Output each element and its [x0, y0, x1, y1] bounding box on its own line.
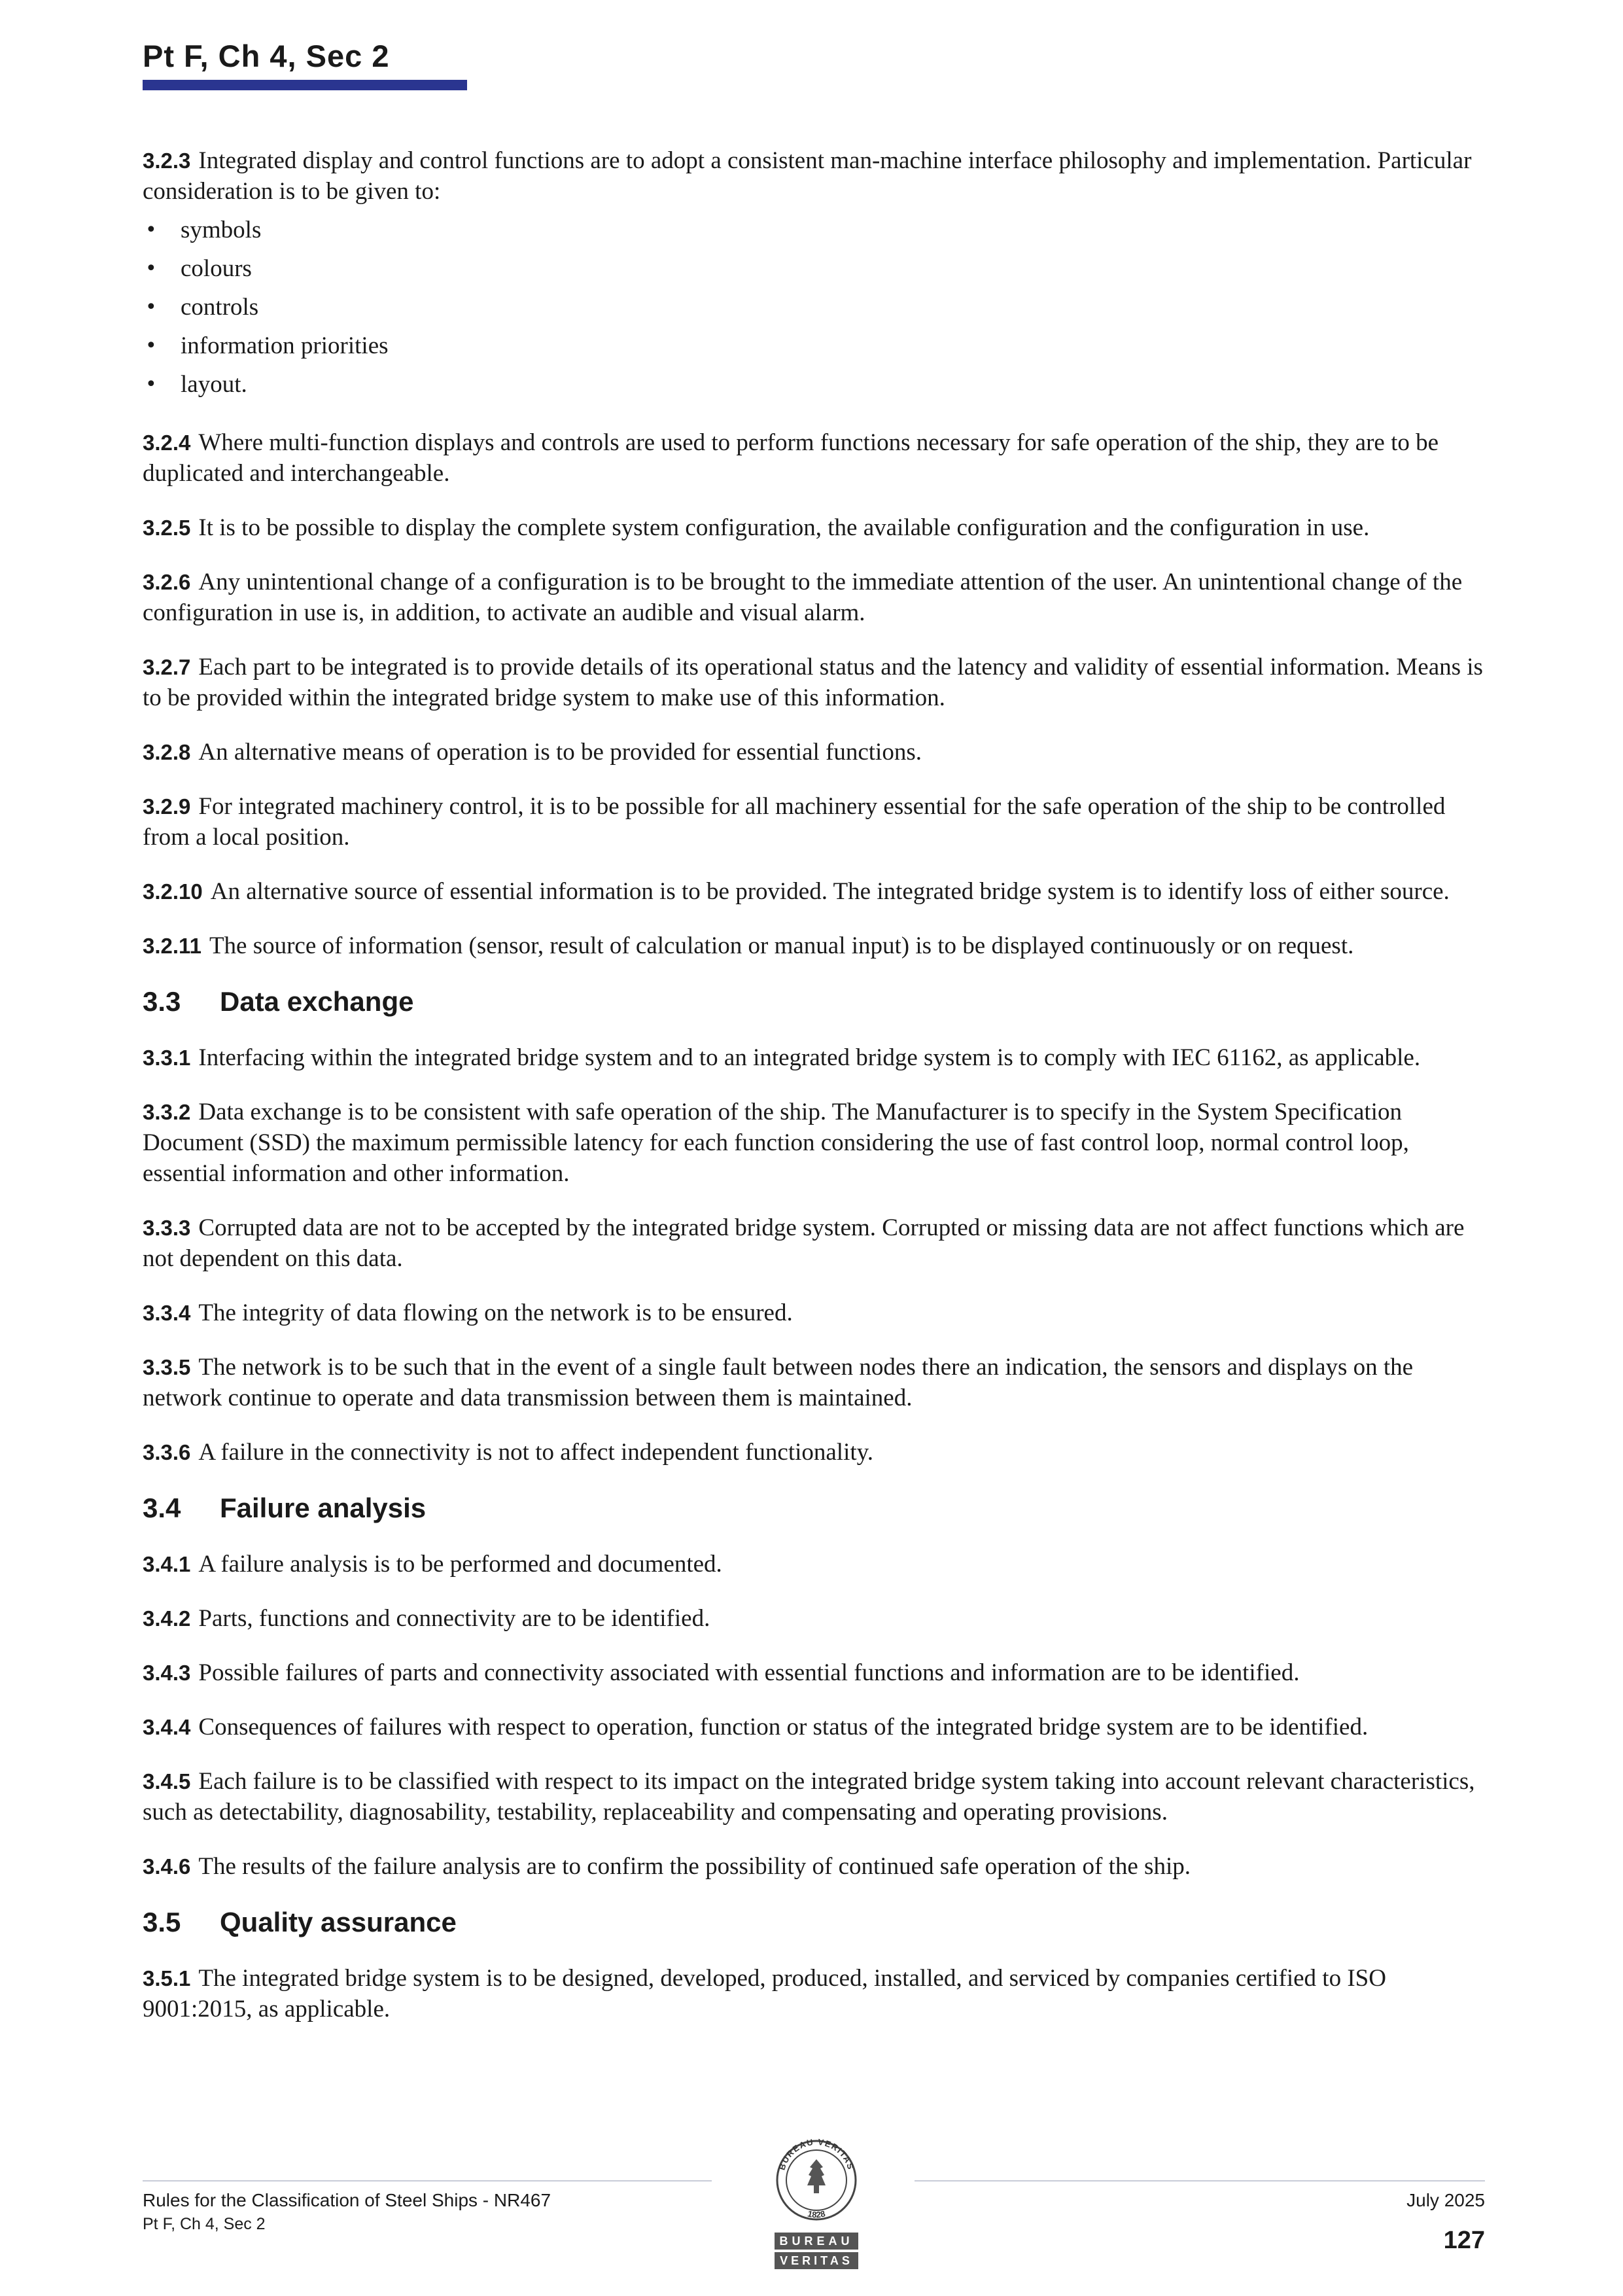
section-number: 3.4	[143, 1492, 181, 1523]
clause-text: A failure analysis is to be performed and documented.	[198, 1551, 722, 1578]
bullet-icon: •	[145, 296, 157, 319]
clause-text: The source of information (sensor, result of calculation or manual input) is to be displayed continuously or on request.	[209, 932, 1354, 959]
clause-3-2-11	[143, 930, 1492, 961]
logo-emblem-base	[814, 2185, 819, 2193]
bullet-list	[143, 211, 1492, 404]
clause-3-5-1	[143, 1963, 1492, 2024]
page-header	[143, 37, 467, 90]
clause-number: 3.2.3	[143, 149, 191, 173]
section-number: 3.3	[143, 986, 181, 1017]
clause-3-2-5	[143, 512, 1492, 543]
clause-number: 3.4.5	[143, 1769, 191, 1793]
clause-number: 3.2.6	[143, 570, 191, 594]
section-title: Quality assurance	[220, 1907, 457, 1937]
clause-number: 3.5.1	[143, 1966, 191, 1990]
section-number: 3.5	[143, 1907, 181, 1937]
bullet-icon: •	[145, 373, 157, 396]
clause-number: 3.3.3	[143, 1216, 191, 1240]
clause-number: 3.2.11	[143, 934, 201, 958]
clause-3-2-4	[143, 427, 1492, 489]
clause-3-4-2	[143, 1603, 1492, 1634]
clause-3-4-4	[143, 1712, 1492, 1742]
footer-divider-right	[915, 2180, 1485, 2181]
clause-3-4-1	[143, 1549, 1492, 1580]
clause-number: 3.2.5	[143, 516, 191, 540]
logo-word-veritas: VERITAS	[780, 2254, 853, 2267]
clause-3-3-1	[143, 1042, 1492, 1073]
clause-number: 3.4.3	[143, 1661, 191, 1685]
clause-text: The network is to be such that in the event of a single fault between nodes there an indication, the sensors and displays on the network continue to operate and data transmission between them is maintained.	[143, 1354, 1414, 1411]
clause-text: Data exchange is to be consistent with safe operation of the ship. The Manufacturer is to specify in the System Specification Document (SSD) the maximum permissible latency for each function considering the use of fast control loop, normal control loop, essential information and other information.	[143, 1099, 1409, 1187]
logo-year-text: 1828	[807, 2208, 826, 2220]
clause-text: Any unintentional change of a configuration is to be brought to the immediate attention of the user. An unintentional change of the configuration in use is, in addition, to activate an audible and visual alarm.	[143, 569, 1463, 626]
clause-text: An alternative means of operation is to be provided for essential functions.	[198, 739, 922, 766]
clause-number: 3.3.1	[143, 1046, 191, 1070]
list-item: • information priorities	[143, 327, 1492, 365]
clause-3-2-10	[143, 876, 1492, 907]
clause-text: A failure in the connectivity is not to affect independent functionality.	[198, 1439, 873, 1466]
clause-text: Possible failures of parts and connectivity associated with essential functions and information are to be identified.	[198, 1659, 1300, 1686]
footer-section-reference: Pt F, Ch 4, Sec 2	[143, 2215, 266, 2233]
section-heading-3-4	[143, 1491, 1492, 1525]
footer-divider-left	[143, 2180, 712, 2181]
clause-3-2-8	[143, 737, 1492, 768]
clause-text: Where multi-function displays and controls are used to perform functions necessary for safe operation of the ship, they are to be duplicated and interchangeable.	[143, 429, 1439, 487]
clause-text: The results of the failure analysis are to confirm the possibility of continued safe operation of the ship.	[198, 1853, 1191, 1880]
logo-ring-text: BUREAU VERITAS	[777, 2136, 856, 2172]
section-heading-3-3	[143, 985, 1492, 1019]
bullet-icon: •	[145, 334, 157, 357]
clause-text: Integrated display and control functions are to adopt a consistent man-machine interface philosophy and implementation. Particular consideration is to be given to:	[143, 147, 1472, 205]
clause-text: Corrupted data are not to be accepted by the integrated bridge system. Corrupted or missing data are not affect functions which are not dependent on this data.	[143, 1214, 1465, 1272]
clause-number: 3.4.1	[143, 1552, 191, 1576]
list-item: • colours	[143, 249, 1492, 288]
clause-3-3-3	[143, 1212, 1492, 1274]
section-title: Failure analysis	[220, 1492, 427, 1523]
clause-number: 3.2.9	[143, 794, 191, 819]
clause-number: 3.2.8	[143, 740, 191, 764]
list-item: • controls	[143, 288, 1492, 327]
section-title: Data exchange	[220, 986, 414, 1017]
footer-date: July 2025	[1406, 2190, 1485, 2210]
clause-number: 3.3.4	[143, 1301, 191, 1325]
list-item: • layout.	[143, 365, 1492, 404]
clause-number: 3.2.4	[143, 431, 191, 455]
clause-3-3-6	[143, 1437, 1492, 1468]
clause-text: The integrated bridge system is to be designed, developed, produced, installed, and serviced by companies certified to ISO 9001:2015, as applicable.	[143, 1965, 1386, 2022]
clause-number: 3.2.7	[143, 655, 191, 679]
clause-text: Each part to be integrated is to provide details of its operational status and the latency and validity of essential information. Means is to be provided within the integrated bridge system to make use of this information.	[143, 654, 1483, 711]
document-body	[143, 145, 1492, 2048]
clause-3-4-5	[143, 1766, 1492, 1828]
clause-text: Parts, functions and connectivity are to be identified.	[198, 1605, 710, 1632]
logo-emblem	[807, 2159, 826, 2185]
clause-text: Interfacing within the integrated bridge system and to an integrated bridge system is to comply with IEC 61162, as applicable.	[198, 1044, 1421, 1071]
clause-3-2-3	[143, 145, 1492, 207]
clause-3-2-6	[143, 567, 1492, 628]
page-title: Pt F, Ch 4, Sec 2	[143, 39, 390, 73]
clause-3-3-2	[143, 1097, 1492, 1189]
clause-3-4-6	[143, 1851, 1492, 1882]
bureau-veritas-logo-icon	[769, 2134, 864, 2273]
bullet-icon: •	[145, 219, 157, 241]
header-underline	[143, 80, 467, 90]
bullet-icon: •	[145, 257, 157, 280]
clause-text: For integrated machinery control, it is to be possible for all machinery essential for the safe operation of the ship to be controlled from a local position.	[143, 793, 1446, 851]
clause-number: 3.4.6	[143, 1854, 191, 1879]
clause-text: An alternative source of essential information is to be provided. The integrated bridge system is to identify loss of either source.	[210, 878, 1450, 905]
logo-word-bureau: BUREAU	[779, 2234, 854, 2248]
clause-3-3-5	[143, 1352, 1492, 1413]
footer-document-title: Rules for the Classification of Steel Ships - NR467	[143, 2190, 551, 2210]
clause-3-3-4	[143, 1298, 1492, 1328]
clause-text: Consequences of failures with respect to operation, function or status of the integrated bridge system are to be identified.	[198, 1714, 1369, 1740]
clause-3-4-3	[143, 1657, 1492, 1688]
section-heading-3-5	[143, 1905, 1492, 1939]
clause-number: 3.4.4	[143, 1715, 191, 1739]
page-number: 127	[1443, 2227, 1485, 2254]
clause-number: 3.3.6	[143, 1440, 191, 1464]
clause-text: It is to be possible to display the complete system configuration, the available configuration and the configuration in use.	[198, 514, 1370, 541]
clause-3-2-9	[143, 791, 1492, 853]
clause-3-2-7	[143, 652, 1492, 713]
clause-number: 3.2.10	[143, 879, 203, 904]
clause-number: 3.4.2	[143, 1606, 191, 1631]
list-item: • symbols	[143, 211, 1492, 249]
clause-text: The integrity of data flowing on the network is to be ensured.	[198, 1299, 793, 1326]
clause-number: 3.3.2	[143, 1100, 191, 1124]
clause-number: 3.3.5	[143, 1355, 191, 1379]
clause-text: Each failure is to be classified with respect to its impact on the integrated bridge system taking into account relevant characteristics, such as detectability, diagnosability, testability, replaceability and compensating and operating provisions.	[143, 1768, 1475, 1826]
